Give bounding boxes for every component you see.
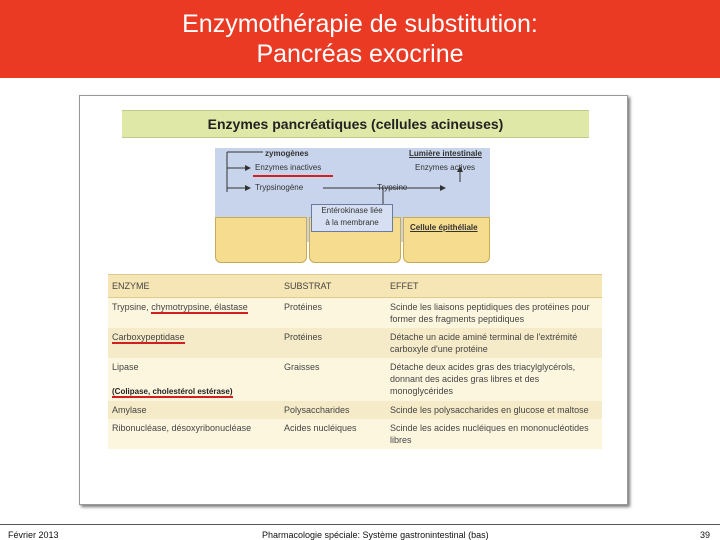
- enzyme-cell: Amylase: [108, 401, 280, 419]
- enzyme-cell: Ribonucléase, désoxyribonucléase: [108, 419, 280, 449]
- enzyme-figure: [79, 95, 628, 505]
- label-trypsine: Trypsine: [377, 183, 408, 192]
- arrowhead-trypsinogen: [245, 185, 251, 191]
- substrat-cell: Graisses: [280, 358, 386, 401]
- table-row: [108, 328, 602, 358]
- header-effet: EFFET: [386, 275, 602, 298]
- effet-cell: Détache un acide aminé terminal de l'extrémité carboxyle d'une protéine: [386, 328, 602, 358]
- enzyme-cell: [108, 298, 280, 329]
- label-enzymes-actives: Enzymes actives: [415, 163, 476, 172]
- effet-cell: Détache deux acides gras des triacylglycérols, donnant des acides gras libres et des monoglycérides: [386, 358, 602, 401]
- label-enzymes-inactives: Enzymes inactives: [255, 163, 322, 172]
- substrat-cell: Polysaccharides: [280, 401, 386, 419]
- enzyme-name: Trypsine,: [112, 302, 152, 312]
- enzyme-cell: [108, 358, 280, 401]
- table-row: [108, 419, 602, 449]
- slide-title-line-2: Pancréas exocrine: [256, 40, 464, 68]
- label-lumiere: Lumière intestinale: [409, 149, 482, 158]
- footer-course: Pharmacologie spéciale: Système gastronintestinal (bas): [262, 530, 489, 540]
- enterokinase-line-2: à la membrane: [325, 218, 379, 227]
- underline-inactives: [253, 175, 333, 177]
- footer-date: Février 2013: [8, 530, 59, 540]
- footer-page-number: 39: [700, 530, 711, 540]
- label-zymogenes: zymogènes: [265, 149, 309, 158]
- enzyme-note: (Colipase, cholestérol estérase): [112, 387, 233, 396]
- arrowhead-trypsin: [440, 185, 446, 191]
- enzyme-name-underlined: chymotrypsine, élastase: [151, 302, 248, 312]
- label-cellule: Cellule épithéliale: [410, 223, 478, 232]
- footer-divider: [0, 524, 720, 525]
- effet-cell: Scinde les polysaccharides en glucose et maltose: [386, 401, 602, 419]
- substrat-cell: Protéines: [280, 328, 386, 358]
- slide-title-line-1: Enzymothérapie de substitution:: [182, 10, 538, 38]
- enzyme-name-underlined: Carboxypeptidase: [112, 332, 185, 342]
- substrat-cell: Acides nucléiques: [280, 419, 386, 449]
- substrat-cell: Protéines: [280, 298, 386, 329]
- enzyme-name: Lipase: [112, 362, 139, 372]
- effet-cell: Scinde les liaisons peptidiques des protéines pour former des fragments peptidiques: [386, 298, 602, 329]
- title-bar: [0, 0, 720, 78]
- label-trypsinogene: Trypsinogène: [255, 183, 304, 192]
- table-row: [108, 401, 602, 419]
- cell-left: [215, 217, 307, 263]
- figure-header: Enzymes pancréatiques (cellules acineuses): [122, 110, 589, 138]
- arrowhead-inactive: [245, 165, 251, 171]
- table-row: [108, 298, 602, 329]
- table-header-row: [108, 275, 602, 298]
- header-substrat: SUBSTRAT: [280, 275, 386, 298]
- enzyme-cell: [108, 328, 280, 358]
- table-row: [108, 358, 602, 401]
- enterokinase-box: [311, 204, 393, 232]
- effet-cell: Scinde les acides nucléiques en mononucléotides libres: [386, 419, 602, 449]
- header-enzyme: ENZYME: [108, 275, 280, 298]
- enterokinase-line-1: Entérokinase liée: [321, 206, 383, 215]
- enzyme-table: [108, 274, 602, 449]
